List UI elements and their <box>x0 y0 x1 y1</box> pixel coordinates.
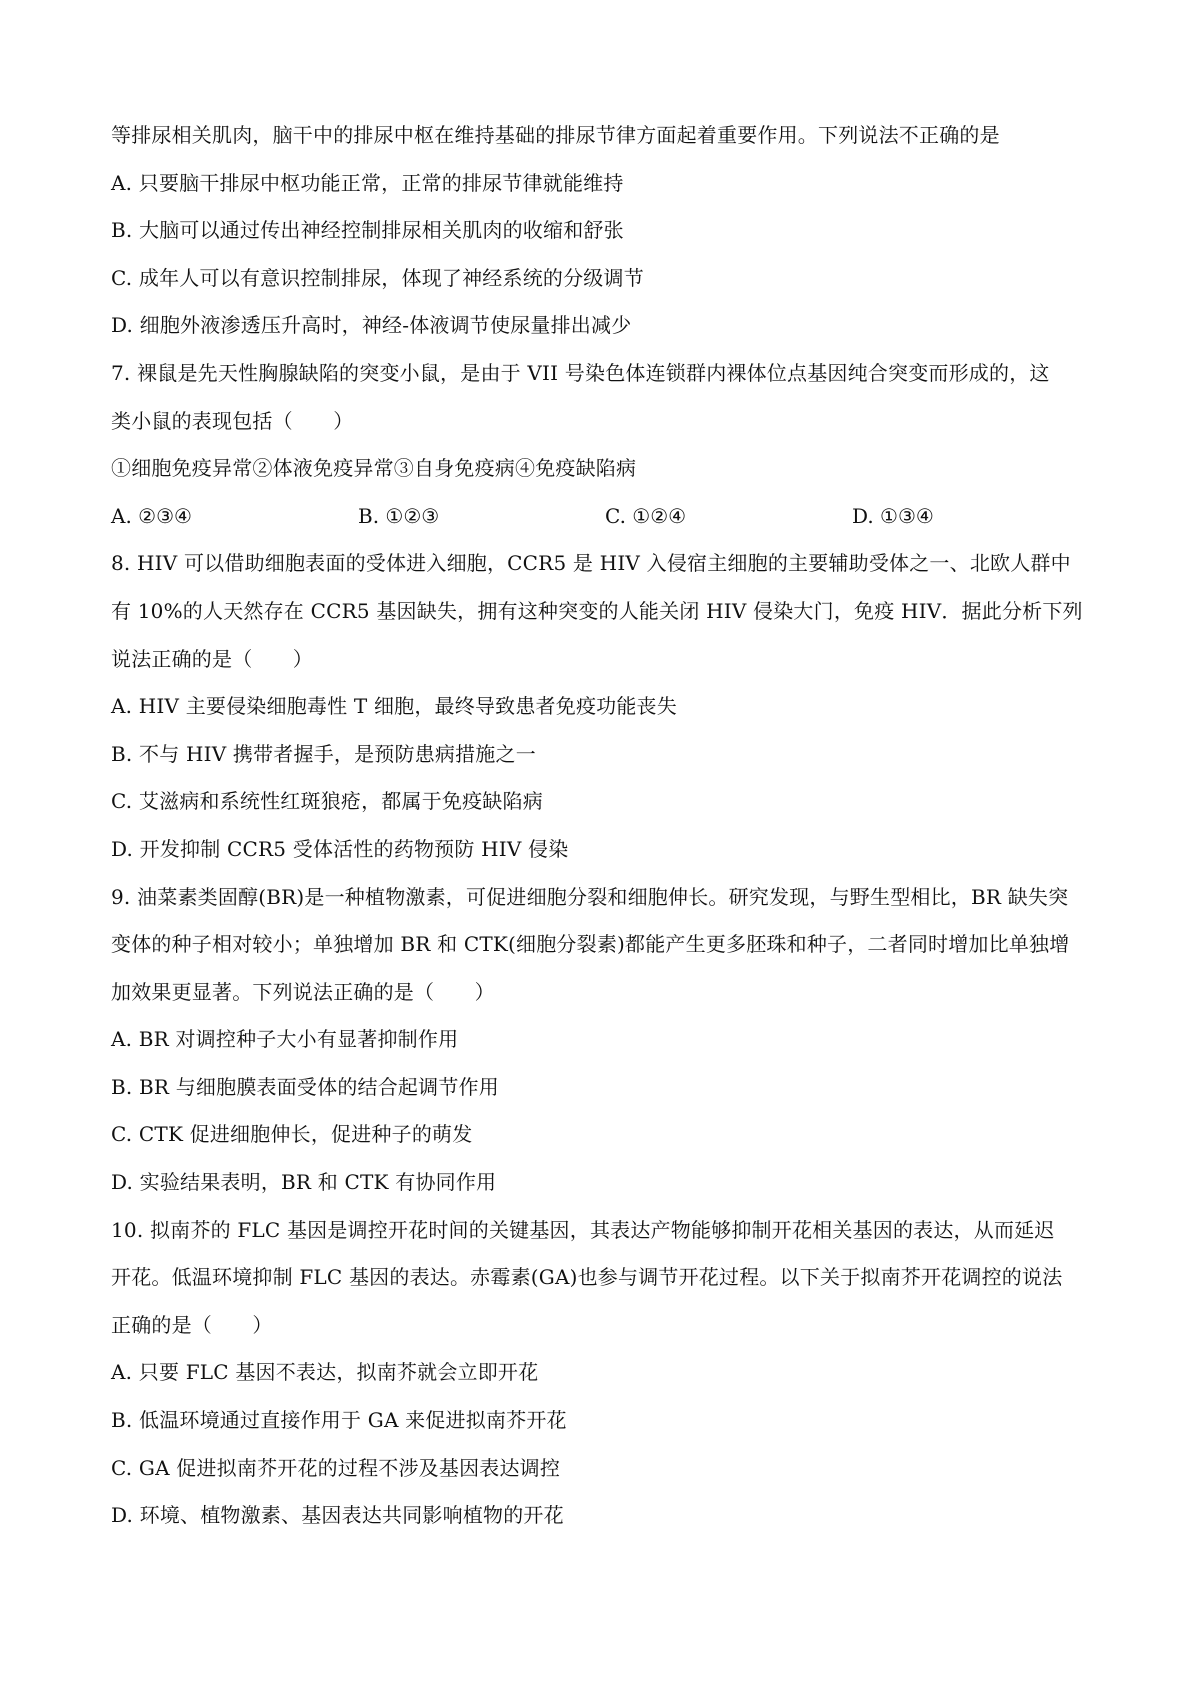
exam-page <box>111 112 1111 1540</box>
option-b: B. 不与 HIV 携带者握手，是预防患病措施之一 <box>111 741 536 766</box>
option-b: B. BR 与细胞膜表面受体的结合起调节作用 <box>111 1074 499 1099</box>
question-stem-line: 正确的是（ ） <box>111 1312 273 1337</box>
question-stem-line: 等排尿相关肌肉，脑干中的排尿中枢在维持基础的排尿节律方面起着重要作用。下列说法不正确的是 <box>111 123 1000 147</box>
question-stem-line: 10. 拟南芥的 FLC 基因是调控开花时间的关键基因，其表达产物能够抑制开花相关基因的表达，从而延迟 <box>111 1217 1055 1242</box>
question-stem-line: 7. 裸鼠是先天性胸腺缺陷的突变小鼠，是由于 VII 号染色体连锁群内裸体位点基因纯合突变而形成的，这 <box>111 360 1050 385</box>
question-stem-line: 9. 油菜素类固醇(BR)是一种植物激素，可促进细胞分裂和细胞伸长。研究发现，与野生型相比，BR 缺失突 <box>111 884 1069 909</box>
option-c: C. CTK 促进细胞伸长，促进种子的萌发 <box>111 1122 473 1147</box>
question-stem-line: 有 10%的人天然存在 CCR5 基因缺失，拥有这种突变的人能关闭 HIV 侵染大门，免疫 HIV．据此分析下列 <box>111 598 1083 623</box>
option-a: A. 只要 FLC 基因不表达，拟南芥就会立即开花 <box>111 1360 539 1385</box>
question-stem-line: 8. HIV 可以借助细胞表面的受体进入细胞，CCR5 是 HIV 入侵宿主细胞的主要辅助受体之一、北欧人群中 <box>111 551 1071 576</box>
option-d: D. 环境、植物激素、基因表达共同影响植物的开花 <box>111 1503 564 1528</box>
option-c: C. GA 促进拟南芥开花的过程不涉及基因表达调控 <box>111 1455 561 1480</box>
option-d: D. 开发抑制 CCR5 受体活性的药物预防 HIV 侵染 <box>111 836 569 861</box>
option-b: B. ①②③ <box>358 503 440 528</box>
question-items: ①细胞免疫异常②体液免疫异常③自身免疫病④免疫缺陷病 <box>111 456 637 481</box>
question-stem-line: 加效果更显著。下列说法正确的是（ ） <box>111 979 495 1004</box>
option-c: C. 艾滋病和系统性红斑狼疮，都属于免疫缺陷病 <box>111 789 543 814</box>
question-7 <box>111 350 1111 540</box>
option-d: D. ①③④ <box>852 503 934 528</box>
option-d: D. 实验结果表明，BR 和 CTK 有协同作用 <box>111 1170 497 1195</box>
question-9 <box>111 874 1111 1207</box>
question-8 <box>111 540 1111 873</box>
question-10 <box>111 1207 1111 1540</box>
question-stem-line: 类小鼠的表现包括（ ） <box>111 408 354 433</box>
option-c: C. 成年人可以有意识控制排尿，体现了神经系统的分级调节 <box>111 265 644 290</box>
option-b: B. 大脑可以通过传出神经控制排尿相关肌肉的收缩和舒张 <box>111 218 624 243</box>
question-stem-line: 说法正确的是（ ） <box>111 646 313 671</box>
option-d: D. 细胞外液渗透压升高时，神经-体液调节使尿量排出减少 <box>111 313 632 338</box>
options-row <box>111 493 1111 541</box>
option-a: A. ②③④ <box>111 503 192 528</box>
option-c: C. ①②④ <box>605 503 687 528</box>
question-6 <box>111 112 1111 350</box>
option-a: A. BR 对调控种子大小有显著抑制作用 <box>111 1027 459 1052</box>
question-stem-line: 开花。低温环境抑制 FLC 基因的表达。赤霉素(GA)也参与调节开花过程。以下关于拟南芥开花调控的说法 <box>111 1265 1063 1290</box>
question-stem-line: 变体的种子相对较小；单独增加 BR 和 CTK(细胞分裂素)都能产生更多胚珠和种子，二者同时增加比单独增 <box>111 932 1070 957</box>
option-a: A. 只要脑干排尿中枢功能正常，正常的排尿节律就能维持 <box>111 170 624 195</box>
option-a: A. HIV 主要侵染细胞毒性 T 细胞，最终导致患者免疫功能丧失 <box>111 694 677 719</box>
option-b: B. 低温环境通过直接作用于 GA 来促进拟南芥开花 <box>111 1408 567 1433</box>
